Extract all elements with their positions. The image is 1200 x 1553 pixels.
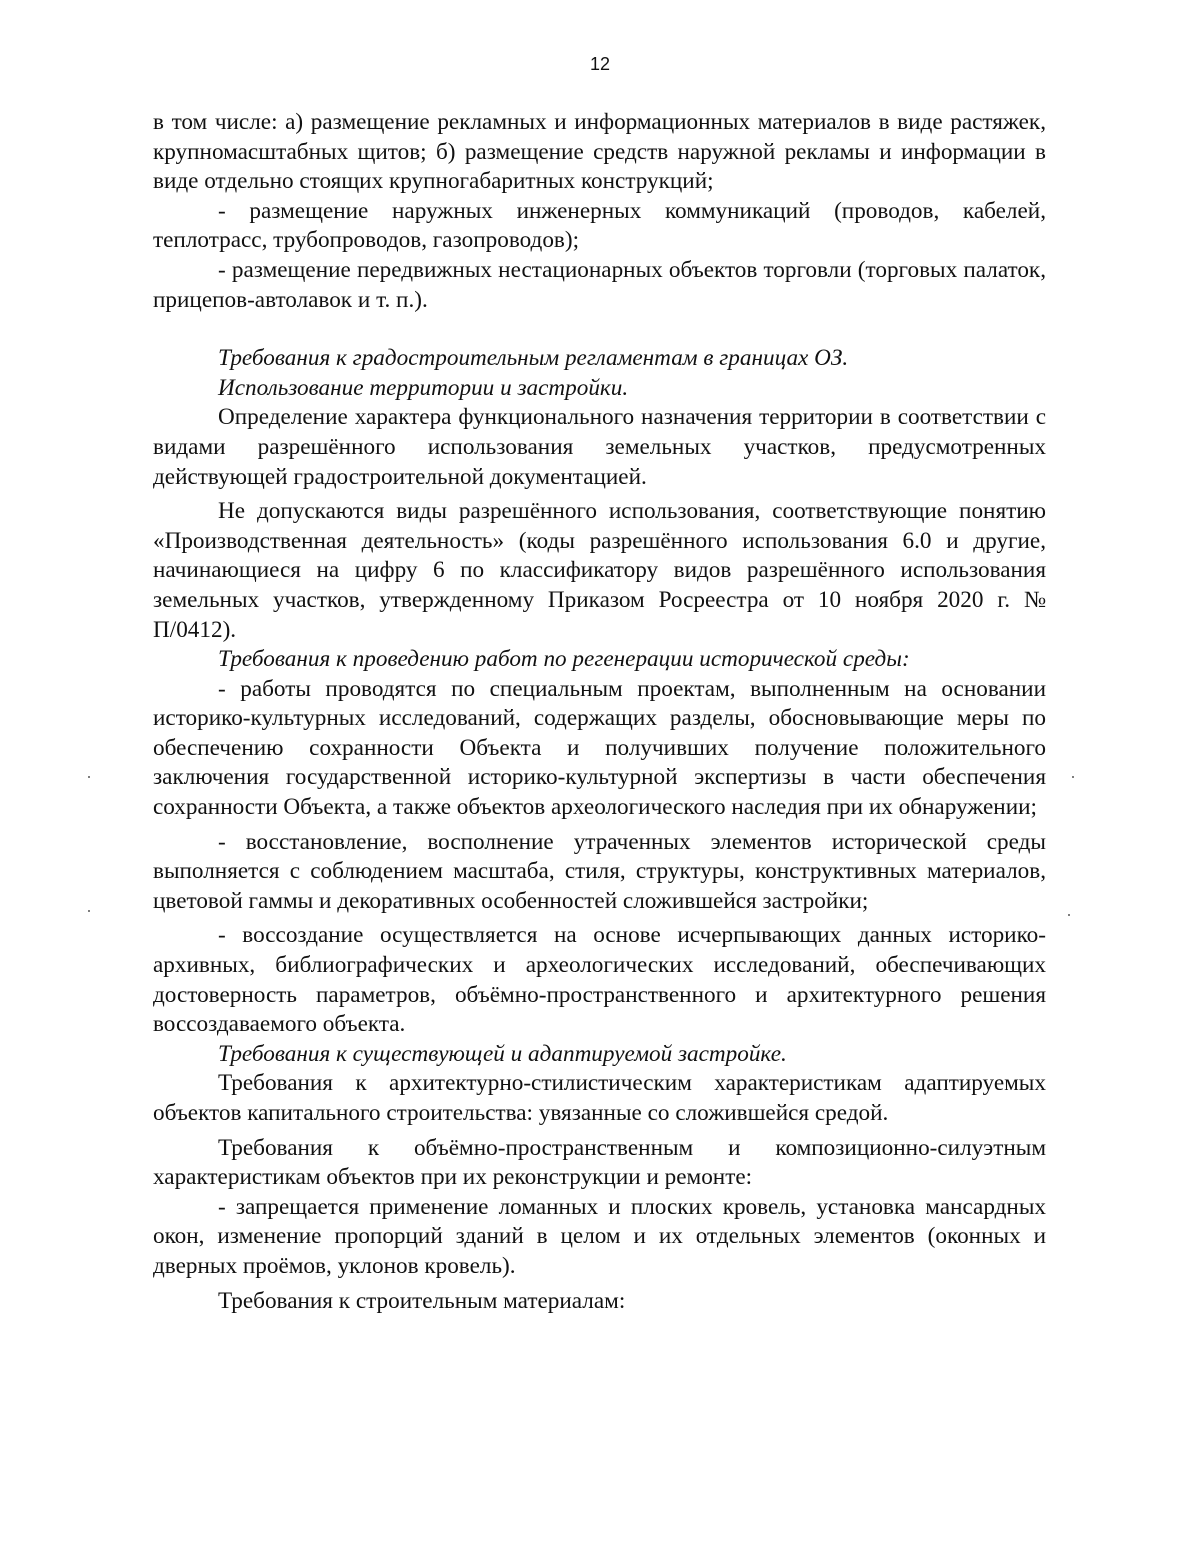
paragraph-recreation: - воссоздание осуществляется на основе исчерпывающих данных историко-архивных, библиографических и археологических исследований, обеспечивающих достоверность параметров, объёмно-пространственного и архитектурного решения воссоздаваемого объекта. bbox=[153, 922, 1046, 1038]
heading-territory-use: Использование территории и застройки. bbox=[218, 374, 629, 401]
heading-urban-regulations: Требования к градостроительным регламентам в границах ОЗ. bbox=[218, 345, 849, 372]
scan-speck bbox=[88, 910, 90, 912]
paragraph-functional-purpose: Определение характера функционального назначения территории в соответствии с видами разрешённого использования земельных участков, предусмотренных действующей градостроительной документацией. bbox=[153, 404, 1046, 490]
paragraph-special-projects: - работы проводятся по специальным проектам, выполненным на основании историко-культурных исследований, содержащих разделы, обосновывающие меры по обеспечению сохранности Объекта и получивших получение положительного заключения государственной историко-культурной экспертизы в части обеспечения сохранности Объекта, а также объектов археологического наследия при их обнаружении; bbox=[153, 675, 1046, 821]
heading-regeneration-requirements: Требования к проведению работ по регенерации исторической среды: bbox=[218, 646, 910, 673]
paragraph-building-materials: Требования к строительным материалам: bbox=[218, 1287, 626, 1314]
paragraph-engineering-communications: - размещение наружных инженерных коммуникаций (проводов, кабелей, теплотрасс, трубопроводов, газопроводов); bbox=[153, 197, 1046, 254]
scan-speck bbox=[88, 776, 90, 778]
paragraph-volume-spatial: Требования к объёмно-пространственным и композиционно-силуэтным характеристикам объектов при их реконструкции и ремонте: bbox=[153, 1134, 1046, 1191]
page-number: 12 bbox=[589, 54, 611, 74]
paragraph-mobile-trade-objects: - размещение передвижных нестационарных объектов торговли (торговых палаток, прицепов-автолавок и т. п.). bbox=[153, 256, 1046, 313]
paragraph-roof-prohibition: - запрещается применение ломанных и плоских кровель, установка мансардных окон, изменение пропорций зданий в целом и их отдельных элементов (оконных и дверных проёмов, уклонов кровель). bbox=[153, 1193, 1046, 1279]
page-body bbox=[153, 108, 1046, 1316]
scan-speck bbox=[1072, 776, 1074, 778]
paragraph-restoration: - восстановление, восполнение утраченных элементов исторической среды выполняется с соблюдением масштаба, стиля, структуры, конструктивных материалов, цветовой гаммы и декоративных особенностей сложившейся застройки; bbox=[153, 828, 1046, 914]
heading-existing-buildings: Требования к существующей и адаптируемой застройке. bbox=[218, 1040, 787, 1067]
paragraph-advertising: в том числе: а) размещение рекламных и информационных материалов в виде растяжек, крупномасштабных щитов; б) размещение средств наружной рекламы и информации в виде отдельно стоящих крупногабаритных конструкций; bbox=[153, 109, 1046, 195]
paragraph-architectural-style: Требования к архитектурно-стилистическим характеристикам адаптируемых объектов капитального строительства: увязанные со сложившейся средой. bbox=[153, 1070, 1046, 1126]
scan-speck bbox=[1068, 914, 1070, 916]
paragraph-prohibited-uses: Не допускаются виды разрешённого использования, соответствующие понятию «Производственная деятельность» (коды разрешённого использования 6.0 и другие, начинающиеся на цифру 6 по классификатору видов разрешённого использования земельных участков, утвержденному Приказом Росреестра от 10 ноября 2020 г. № П/0412). bbox=[153, 498, 1046, 643]
